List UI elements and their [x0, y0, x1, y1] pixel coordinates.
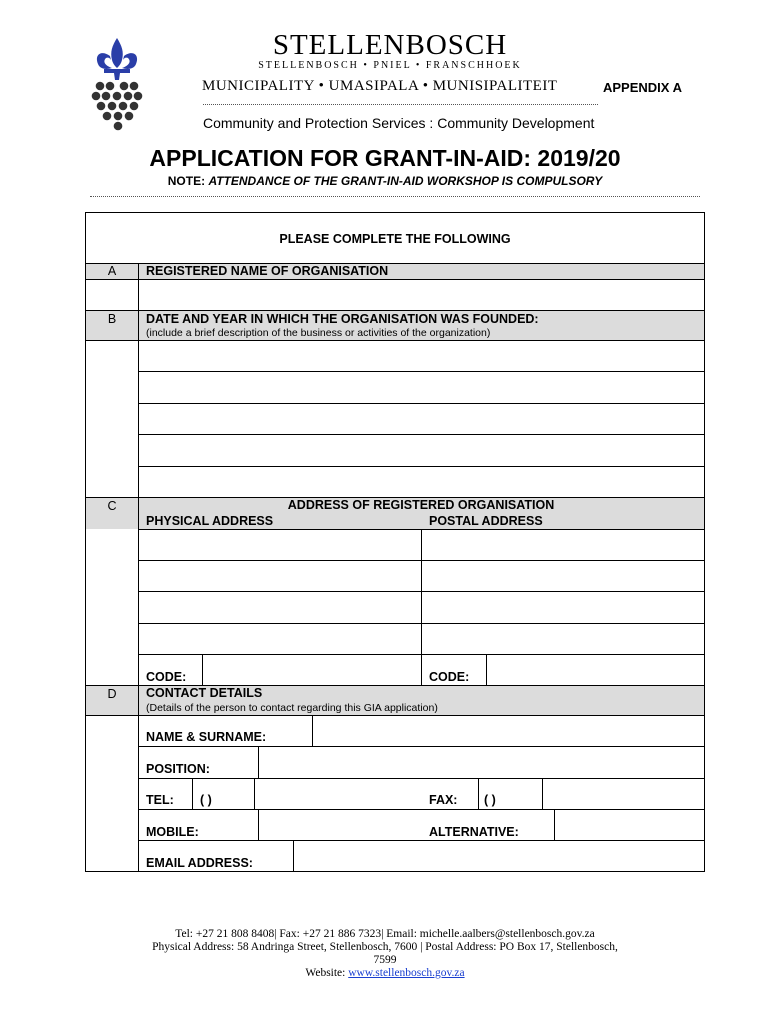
email-field[interactable] — [294, 841, 704, 871]
postal-address-label: POSTAL ADDRESS — [429, 514, 543, 528]
section-b-label: DATE AND YEAR IN WHICH THE ORGANISATION WAS FOUNDED: — [146, 312, 539, 326]
tel-area-code: ( ) — [200, 793, 212, 807]
brand-subtitle: STELLENBOSCH • PNIEL • FRANSCHHOEK — [258, 60, 522, 71]
website-link[interactable]: www.stellenbosch.gov.za — [348, 967, 465, 979]
fax-field[interactable] — [543, 779, 704, 809]
department-line: Community and Protection Services : Community Development — [203, 115, 595, 131]
mobile-field[interactable] — [259, 810, 421, 840]
application-form — [85, 212, 705, 872]
section-b-letter: B — [107, 312, 117, 326]
section-c-label: ADDRESS OF REGISTERED ORGANISATION — [287, 498, 555, 512]
fax-area-code: ( ) — [484, 793, 496, 807]
footer — [0, 928, 770, 980]
brand-block — [200, 30, 580, 72]
note-line — [0, 174, 770, 188]
footer-postcode-line: 7599 — [373, 954, 397, 966]
postal-code-field[interactable] — [487, 655, 704, 685]
postal-code-label: CODE: — [429, 670, 470, 684]
position-field[interactable] — [259, 747, 704, 778]
alternative-field[interactable] — [555, 810, 704, 840]
founding-description-field[interactable] — [139, 341, 704, 496]
section-d-label: CONTACT DETAILS — [146, 686, 263, 700]
note-label: NOTE: — [167, 174, 206, 188]
section-d-hint: (Details of the person to contact regarding this GIA application) — [146, 702, 438, 714]
physical-address-field[interactable] — [139, 530, 420, 654]
note-text: ATTENDANCE OF THE GRANT-IN-AID WORKSHOP IS COMPULSORY — [208, 174, 603, 188]
section-b-hint: (include a brief description of the business or activities of the organization) — [146, 327, 491, 339]
form-heading: PLEASE COMPLETE THE FOLLOWING — [279, 232, 511, 246]
page-title: APPLICATION FOR GRANT-IN-AID: 2019/20 — [149, 145, 621, 171]
physical-code-field[interactable] — [203, 655, 420, 685]
position-label: POSITION: — [146, 762, 210, 776]
brand-title: STELLENBOSCH — [272, 29, 508, 61]
appendix-label: APPENDIX A — [603, 80, 682, 95]
municipality-line: MUNICIPALITY • UMASIPALA • MUNISIPALITEIT — [202, 78, 558, 94]
footer-website-line — [0, 967, 770, 980]
email-label: EMAIL ADDRESS: — [146, 856, 253, 870]
physical-code-label: CODE: — [146, 670, 187, 684]
name-surname-label: NAME & SURNAME: — [146, 730, 267, 744]
fax-label: FAX: — [429, 793, 458, 807]
section-a-label: REGISTERED NAME OF ORGANISATION — [146, 264, 389, 278]
name-surname-field[interactable] — [313, 716, 704, 746]
footer-contact-line: Tel: +27 21 808 8408| Fax: +27 21 886 7323| Email: michelle.aalbers@stellenbosch.gov.za — [175, 928, 595, 940]
alternative-label: ALTERNATIVE: — [429, 825, 519, 839]
mobile-label: MOBILE: — [146, 825, 199, 839]
postal-address-field[interactable] — [422, 530, 704, 654]
organisation-name-field[interactable] — [139, 280, 704, 309]
section-a-letter: A — [107, 264, 117, 278]
fleur-de-lis-grapes-icon — [88, 36, 146, 132]
title-divider — [90, 196, 700, 197]
footer-address-line: Physical Address: 58 Andringa Street, Stellenbosch, 7600 | Postal Address: PO Box 17, Stellenbosch, — [152, 941, 618, 953]
website-label: Website: — [305, 967, 346, 979]
tel-label: TEL: — [146, 793, 174, 807]
header-divider — [203, 104, 598, 105]
physical-address-label: PHYSICAL ADDRESS — [146, 514, 274, 528]
section-c-letter: C — [107, 499, 117, 513]
section-d-letter: D — [107, 687, 117, 701]
